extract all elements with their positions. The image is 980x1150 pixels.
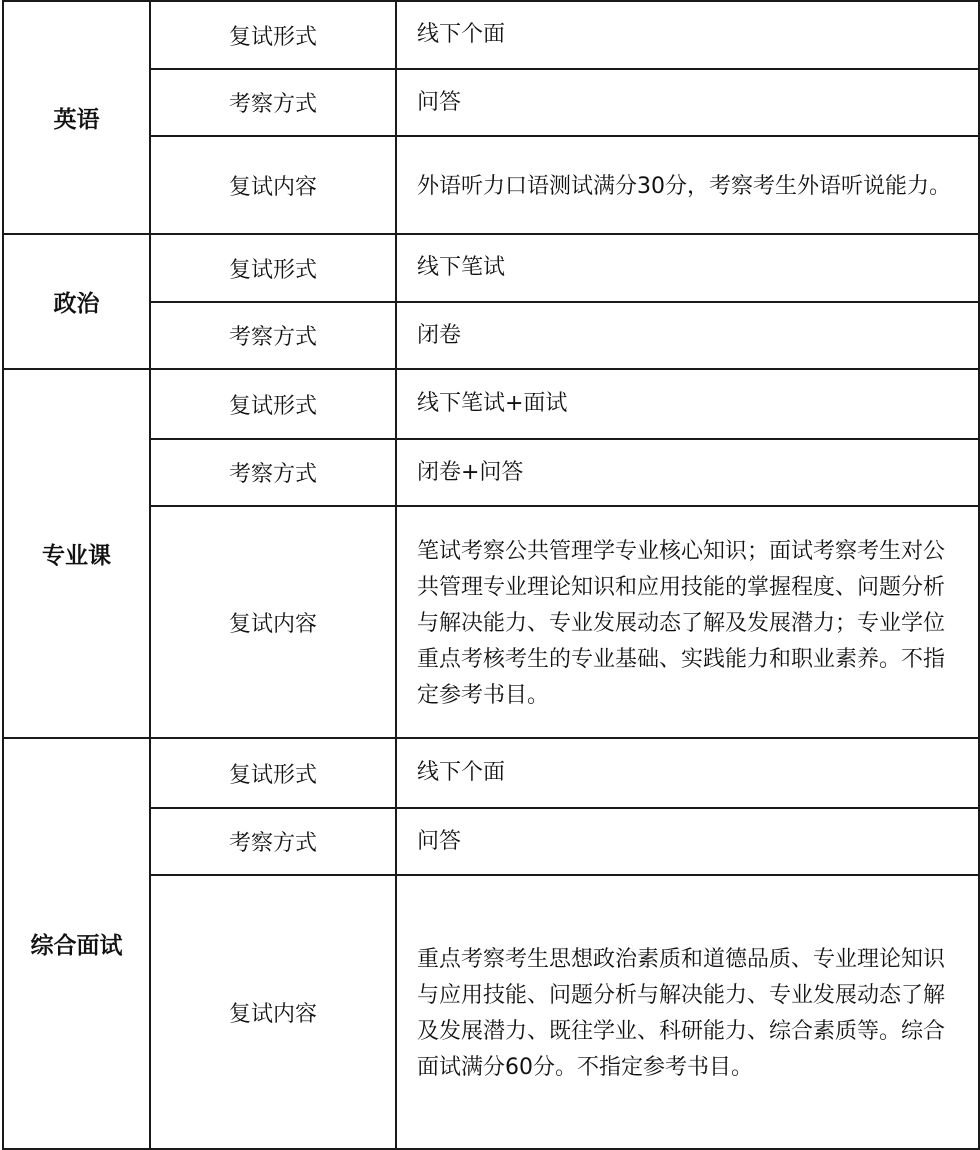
table-row [3, 69, 979, 136]
item-label: 复试形式 [150, 738, 396, 808]
item-label: 复试内容 [150, 136, 396, 234]
item-value: 笔试考察公共管理学专业核心知识；面试考察考生对公共管理专业理论知识和应用技能的掌握程度、问题分析与解决能力、专业发展动态了解及发展潜力；专业学位重点考核考生的专业基础、实践能力和职业素养。不指定参考书目。 [396, 506, 979, 738]
item-value: 闭卷 [396, 302, 979, 369]
item-value: 线下个面 [396, 1, 979, 69]
table-row [3, 136, 979, 234]
table-row [3, 738, 979, 808]
item-value: 重点考察考生思想政治素质和道德品质、专业理论知识与应用技能、问题分析与解决能力、专业发展动态了解及发展潜力、既往学业、科研能力、综合素质等。综合面试满分60分。不指定参考书目。 [396, 875, 979, 1149]
subject-cell-politics: 政治 [3, 234, 150, 369]
subject-cell-english: 英语 [3, 1, 150, 234]
item-value: 闭卷+问答 [396, 439, 979, 506]
table-row [3, 808, 979, 875]
table-row [3, 506, 979, 738]
item-label: 复试形式 [150, 1, 396, 69]
subject-cell-interview: 综合面试 [3, 738, 150, 1149]
item-label: 复试形式 [150, 369, 396, 439]
item-label: 复试形式 [150, 234, 396, 302]
item-label: 考察方式 [150, 439, 396, 506]
item-label: 复试内容 [150, 506, 396, 738]
item-value: 线下笔试 [396, 234, 979, 302]
table-row [3, 875, 979, 1149]
exam-requirements-table [2, 0, 980, 1150]
table-row [3, 369, 979, 439]
item-value: 线下笔试+面试 [396, 369, 979, 439]
item-label: 考察方式 [150, 808, 396, 875]
item-label: 考察方式 [150, 302, 396, 369]
item-value: 外语听力口语测试满分30分，考察考生外语听说能力。 [396, 136, 979, 234]
item-value: 问答 [396, 69, 979, 136]
item-value: 线下个面 [396, 738, 979, 808]
subject-cell-major: 专业课 [3, 369, 150, 738]
item-label: 考察方式 [150, 69, 396, 136]
table-row [3, 302, 979, 369]
table-row [3, 234, 979, 302]
table-row [3, 1, 979, 69]
item-value: 问答 [396, 808, 979, 875]
item-label: 复试内容 [150, 875, 396, 1149]
table-row [3, 439, 979, 506]
